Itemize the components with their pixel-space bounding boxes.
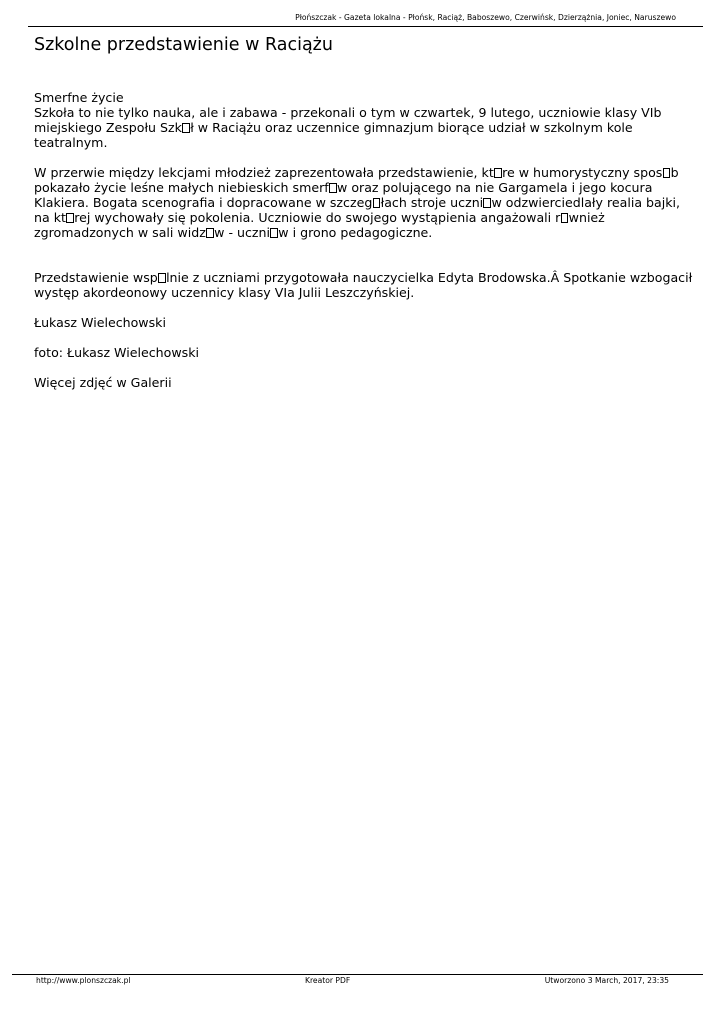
gallery-link[interactable]: Więcej zdjęć w Galerii: [34, 375, 172, 390]
article-author: Łukasz Wielechowski: [34, 315, 166, 330]
missing-glyph-box: [483, 198, 491, 208]
photo-credit: foto: Łukasz Wielechowski: [34, 345, 199, 360]
missing-glyph-box: [206, 228, 214, 238]
missing-glyph-box: [494, 168, 502, 178]
article-paragraph-3: Przedstawienie wsp lnie z uczniami przygotowała nauczycielka Edyta Brodowska.Â Spotkanie wzbogacił występ akordeonowy uczennicy klasy VIa Julii Leszczyńskiej.: [34, 270, 693, 300]
missing-glyph-box: [158, 273, 166, 283]
missing-glyph-box: [270, 228, 278, 238]
site-header-line: Płońszczak - Gazeta lokalna - Płońsk, Raciąż, Baboszewo, Czerwińsk, Dzierzążnia, Joniec, Naruszewo: [295, 13, 676, 22]
footer-url[interactable]: http://www.plonszczak.pl: [36, 976, 131, 985]
header-divider: [28, 26, 703, 27]
article-paragraph-1: Szkoła to nie tylko nauka, ale i zabawa - przekonali o tym w czwartek, 9 lutego, uczniowie klasy VIb miejskiego Zespołu Szk ł w Raciążu oraz uczennice gimnazjum biorące udział w szkolnym kole teatralnym.: [34, 105, 662, 150]
footer-divider: [12, 974, 703, 975]
article-paragraph-2: W przerwie między lekcjami młodzież zaprezentowała przedstawienie, kt re w humorystyczny spos b pokazało życie leśne małych niebieskich smerf w oraz polującego na nie Gargamela i jego kocura Klakiera. Bogata scenografia i dopracowane w szczeg łach stroje uczni w odzwierciedlały realia bajki, na kt rej wychowały się pokolenia. Uczniowie do swojego wystąpienia angażowali r wnież zgromadzonych w sali widz w - uczni w i grono pedagogiczne.: [34, 165, 681, 240]
missing-glyph-box: [329, 183, 337, 193]
missing-glyph-box: [66, 213, 74, 223]
article-body: [34, 90, 694, 390]
missing-glyph-box: [373, 198, 381, 208]
footer-created-date: Utworzono 3 March, 2017, 23:35: [544, 976, 669, 985]
missing-glyph-box: [561, 213, 569, 223]
article-subtitle: Smerfne życie: [34, 90, 124, 105]
missing-glyph-box: [663, 168, 671, 178]
missing-glyph-box: [182, 123, 190, 133]
footer-generator: Kreator PDF: [305, 976, 351, 985]
article-title: Szkolne przedstawienie w Raciążu: [34, 35, 333, 55]
